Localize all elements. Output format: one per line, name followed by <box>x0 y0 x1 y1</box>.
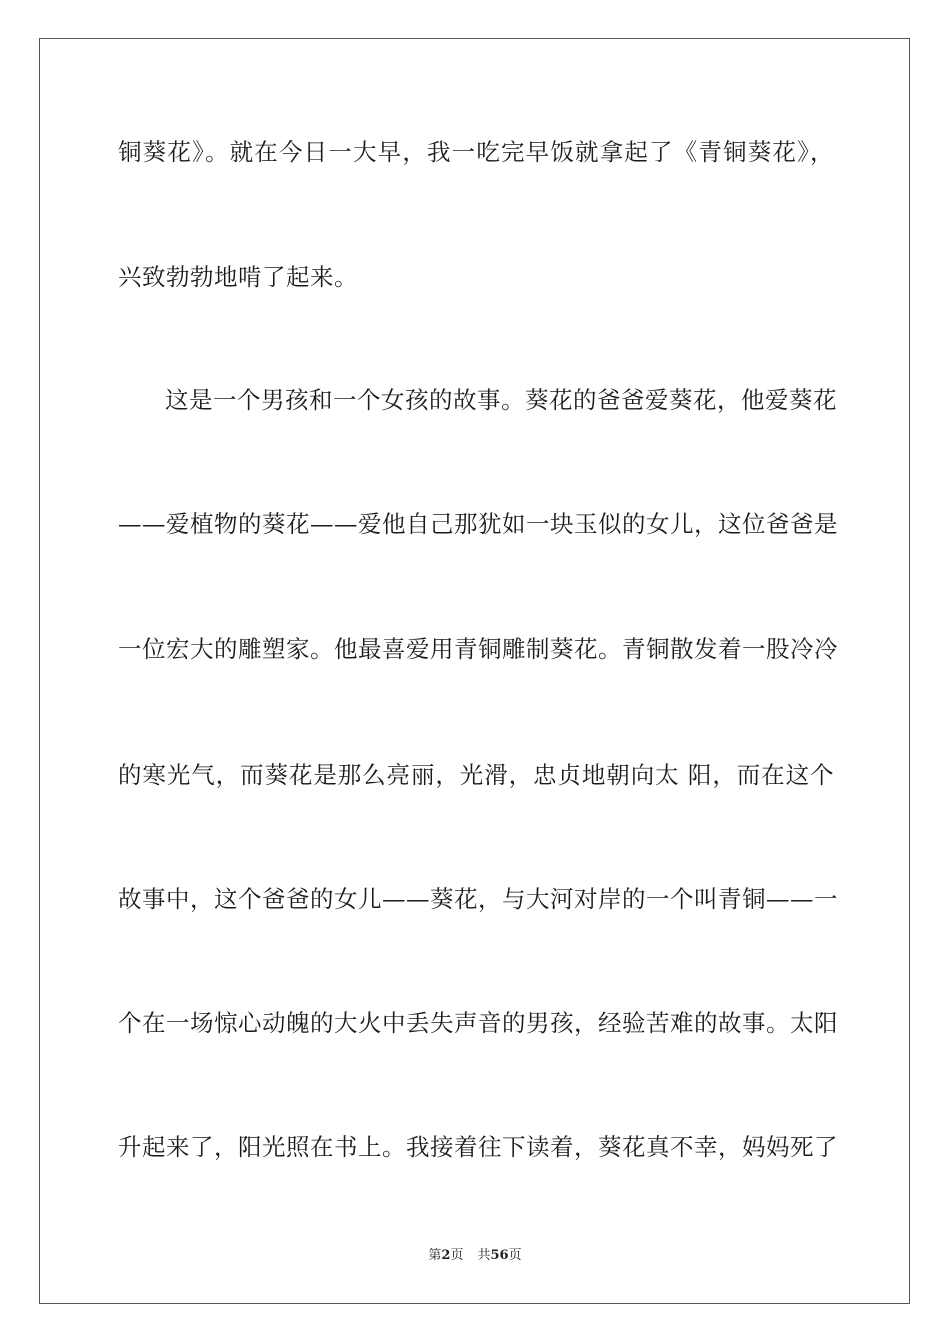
text-line-1: 铜葵花》。就在今日一大早，我一吃完早饭就拿起了《青铜葵花》， <box>118 138 834 166</box>
page-prefix: 第 <box>428 1248 442 1263</box>
text-line-8: 个在一场惊心动魄的大火中丢失声音的男孩，经验苦难的故事。太阳 <box>118 1009 838 1037</box>
page-border <box>39 38 910 1304</box>
text-line-6: 的寒光气，而葵花是那么亮丽，光滑，忠贞地朝向太 阳，而在这个 <box>118 761 834 789</box>
page-footer <box>0 1247 950 1265</box>
page-number: 2 <box>441 1248 451 1263</box>
total-suffix: 页 <box>508 1248 522 1263</box>
text-line-7: 故事中，这个爸爸的女儿——葵花，与大河对岸的一个叫青铜——一 <box>118 885 838 913</box>
text-line-2: 兴致勃勃地啃了起来。 <box>118 263 358 291</box>
total-pages: 56 <box>490 1248 509 1263</box>
text-line-9: 升起来了，阳光照在书上。我接着往下读着，葵花真不幸，妈妈死了 <box>118 1133 838 1161</box>
text-line-5: 一位宏大的雕塑家。他最喜爱用青铜雕制葵花。青铜散发着一股冷冷 <box>118 635 838 663</box>
total-prefix: 共 <box>477 1248 491 1263</box>
text-line-4: ——爱植物的葵花——爱他自己那犹如一块玉似的女儿，这位爸爸是 <box>118 510 838 538</box>
page-suffix: 页 <box>450 1248 464 1263</box>
text-line-3: 这是一个男孩和一个女孩的故事。葵花的爸爸爱葵花，他爱葵花 <box>165 386 837 414</box>
